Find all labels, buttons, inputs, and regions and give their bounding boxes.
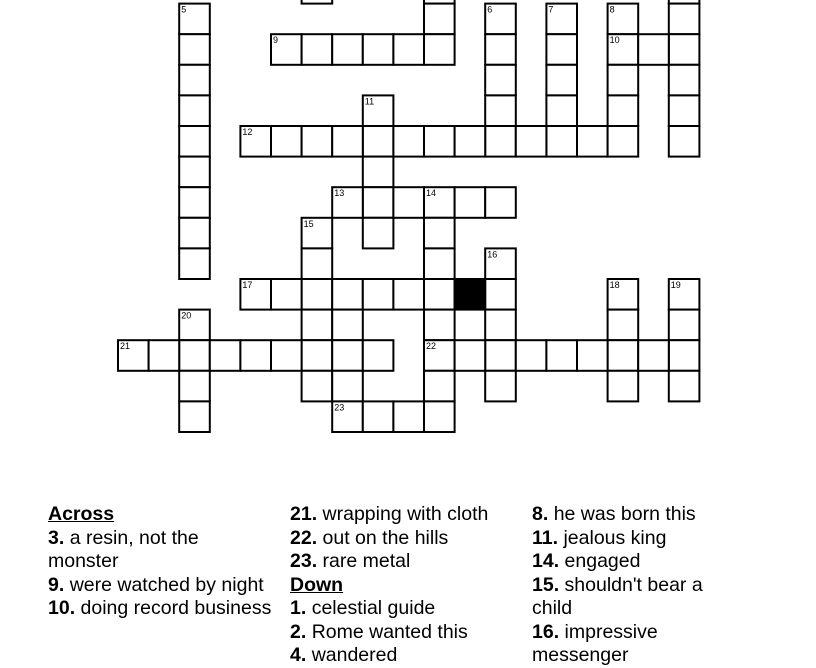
grid-cell[interactable] <box>179 187 210 218</box>
clue-number-label: 11 <box>364 96 375 107</box>
down-clue <box>290 621 525 645</box>
clue-number: 8. <box>532 503 549 525</box>
clue-number: 1. <box>290 597 307 619</box>
clue-text: impressive messenger <box>532 620 658 666</box>
clue-number-label: 20 <box>181 310 192 321</box>
grid-cell[interactable] <box>302 279 333 310</box>
clue-number-label: 21 <box>120 341 131 352</box>
down-clue <box>290 597 525 621</box>
grid-cell[interactable] <box>516 126 547 157</box>
grid-cell[interactable] <box>485 371 516 402</box>
clue-number: 2. <box>290 620 307 643</box>
blocked-cell <box>455 279 486 310</box>
grid-cell[interactable] <box>608 65 639 96</box>
grid-cell[interactable] <box>608 126 639 157</box>
grid-cell[interactable] <box>669 371 700 402</box>
grid-cell[interactable] <box>546 95 577 126</box>
across-clue <box>48 527 273 574</box>
clue-number-label: 13 <box>334 188 345 199</box>
grid-cell[interactable] <box>485 65 516 96</box>
grid-cell[interactable] <box>546 65 577 96</box>
clue-text: were watched by night <box>69 573 264 596</box>
grid-cell[interactable] <box>638 34 669 65</box>
grid-cell[interactable] <box>179 65 210 96</box>
grid-cell[interactable] <box>424 4 455 35</box>
grid-cell[interactable] <box>271 126 302 157</box>
clue-text: rare metal <box>322 550 411 572</box>
clue-number: 23. <box>290 550 318 572</box>
grid-cell[interactable] <box>424 279 455 310</box>
grid-cell[interactable] <box>363 157 394 188</box>
grid-cell[interactable] <box>179 248 210 279</box>
grid-cell[interactable] <box>485 279 516 310</box>
clue-number: 21. <box>290 503 318 525</box>
down-heading: Down <box>290 573 344 596</box>
grid-cell[interactable] <box>332 310 363 341</box>
grid-cell[interactable] <box>302 248 333 279</box>
across-heading: Across <box>48 503 115 525</box>
clue-number: 15. <box>532 573 560 596</box>
clue-number-label: 12 <box>242 127 253 137</box>
grid-cell[interactable] <box>271 279 302 310</box>
clue-number-label: 14 <box>426 188 437 199</box>
grid-cell[interactable] <box>332 340 363 371</box>
grid-cell[interactable] <box>669 4 700 35</box>
clue-number: 16. <box>532 620 560 643</box>
down-clue <box>532 527 732 551</box>
grid-cell[interactable] <box>363 34 394 65</box>
clue-text: engaged <box>564 550 641 572</box>
grid-cell[interactable] <box>332 34 363 65</box>
clue-number-label: 8 <box>609 4 615 15</box>
grid-cell[interactable] <box>455 340 486 371</box>
grid-cell[interactable] <box>424 371 455 402</box>
grid-cell[interactable] <box>393 187 424 218</box>
grid-cell[interactable] <box>455 187 486 218</box>
clue-number: 4. <box>290 644 307 666</box>
grid-cell[interactable] <box>546 34 577 65</box>
across-clue <box>48 597 273 621</box>
grid-cell[interactable] <box>424 248 455 279</box>
grid-cell[interactable] <box>669 340 700 371</box>
grid-cell[interactable] <box>363 126 394 157</box>
grid-cell[interactable] <box>608 310 639 341</box>
clue-number: 11. <box>532 526 559 549</box>
clue-text: shouldn't bear a child <box>532 573 703 619</box>
grid-cell[interactable] <box>179 34 210 65</box>
grid-cell[interactable] <box>302 340 333 371</box>
grid-cell[interactable] <box>669 65 700 96</box>
grid-cell[interactable] <box>363 218 394 249</box>
grid-cell[interactable] <box>669 310 700 341</box>
clue-text: celestial guide <box>311 597 436 619</box>
clue-number-label: 16 <box>487 249 498 260</box>
grid-cell[interactable] <box>485 34 516 65</box>
grid-cell[interactable] <box>271 340 302 371</box>
clue-number-label: 7 <box>548 4 554 15</box>
grid-cell[interactable] <box>332 126 363 157</box>
across-clue <box>290 550 525 574</box>
grid-cell[interactable] <box>424 34 455 65</box>
grid-cell[interactable] <box>240 340 271 371</box>
down-clue <box>532 550 732 574</box>
clue-number: 3. <box>48 526 65 549</box>
across-clue <box>290 503 525 527</box>
down-clue <box>532 574 732 621</box>
grid-cell[interactable] <box>485 95 516 126</box>
clue-text: wandered <box>311 644 398 666</box>
grid-cell[interactable] <box>332 279 363 310</box>
grid-cell[interactable] <box>302 126 333 157</box>
grid-cell[interactable] <box>210 340 241 371</box>
clue-number-label: 5 <box>181 4 187 15</box>
grid-cell[interactable] <box>577 126 608 157</box>
grid-cell[interactable] <box>546 126 577 157</box>
grid-cell[interactable] <box>179 95 210 126</box>
grid-cell[interactable] <box>424 310 455 341</box>
clue-text: jealous king <box>563 526 667 549</box>
clue-number-label: 15 <box>303 218 314 229</box>
clue-number-label: 23 <box>334 402 345 413</box>
grid-cell[interactable] <box>363 279 394 310</box>
grid-cell[interactable] <box>302 34 333 65</box>
clue-text: wrapping with cloth <box>322 503 489 525</box>
clue-number-label: 17 <box>242 280 253 290</box>
clue-number: 14. <box>532 550 560 572</box>
grid-cell[interactable] <box>485 340 516 371</box>
grid-cell[interactable] <box>179 218 210 249</box>
grid-cell[interactable] <box>302 371 333 402</box>
grid-cell[interactable] <box>179 371 210 402</box>
grid-cell[interactable] <box>332 371 363 402</box>
grid-cell[interactable] <box>424 126 455 157</box>
grid-cell[interactable] <box>393 126 424 157</box>
grid-cell[interactable] <box>393 34 424 65</box>
down-clue <box>532 503 732 527</box>
clues-column-1 <box>48 503 273 621</box>
clue-text: he was born this <box>553 503 696 525</box>
clue-number-label: 9 <box>273 35 279 46</box>
grid-cell[interactable] <box>546 340 577 371</box>
grid-cell[interactable] <box>302 310 333 341</box>
grid-cell[interactable] <box>608 95 639 126</box>
grid-cell[interactable] <box>363 340 394 371</box>
clue-number: 9. <box>48 573 65 596</box>
clue-number-label: 6 <box>487 4 493 15</box>
down-clue <box>290 644 525 668</box>
grid-cell[interactable] <box>669 34 700 65</box>
clue-number-label: 10 <box>609 35 620 46</box>
grid-cell[interactable] <box>516 340 547 371</box>
clue-number-label: 18 <box>609 280 620 290</box>
clues-column-2 <box>290 503 525 668</box>
grid-cell[interactable] <box>608 340 639 371</box>
grid-cell[interactable] <box>669 126 700 157</box>
grid-cell[interactable] <box>179 340 210 371</box>
grid-cell[interactable] <box>393 401 424 432</box>
grid-cell[interactable] <box>179 157 210 188</box>
grid-cell[interactable] <box>393 279 424 310</box>
grid-cell[interactable] <box>485 126 516 157</box>
grid-cell[interactable] <box>363 187 394 218</box>
clue-number-label: 22 <box>426 341 437 352</box>
down-clue <box>532 621 732 668</box>
grid-cell[interactable] <box>638 340 669 371</box>
grid-cell[interactable] <box>302 0 333 4</box>
across-clue <box>48 574 273 598</box>
across-clue <box>290 527 525 551</box>
grid-cell[interactable] <box>424 401 455 432</box>
grid-cell[interactable] <box>424 218 455 249</box>
grid-cell[interactable] <box>485 187 516 218</box>
grid-cell[interactable] <box>455 126 486 157</box>
clue-number: 22. <box>290 526 318 549</box>
clue-text: doing record business <box>80 597 272 619</box>
grid-cell[interactable] <box>577 340 608 371</box>
grid-cell[interactable] <box>669 95 700 126</box>
grid-cell[interactable] <box>485 310 516 341</box>
clue-number: 10. <box>48 597 76 619</box>
grid-cell[interactable] <box>149 340 180 371</box>
clue-number-label: 19 <box>670 280 681 290</box>
grid-cell[interactable] <box>608 371 639 402</box>
grid-cell[interactable] <box>363 401 394 432</box>
clues-column-3 <box>532 503 732 668</box>
clue-text: out on the hills <box>322 526 449 549</box>
grid-cell[interactable] <box>179 126 210 157</box>
clue-text: a resin, not the monster <box>48 526 199 572</box>
clue-text: Rome wanted this <box>311 620 468 643</box>
grid-cell[interactable] <box>179 401 210 432</box>
